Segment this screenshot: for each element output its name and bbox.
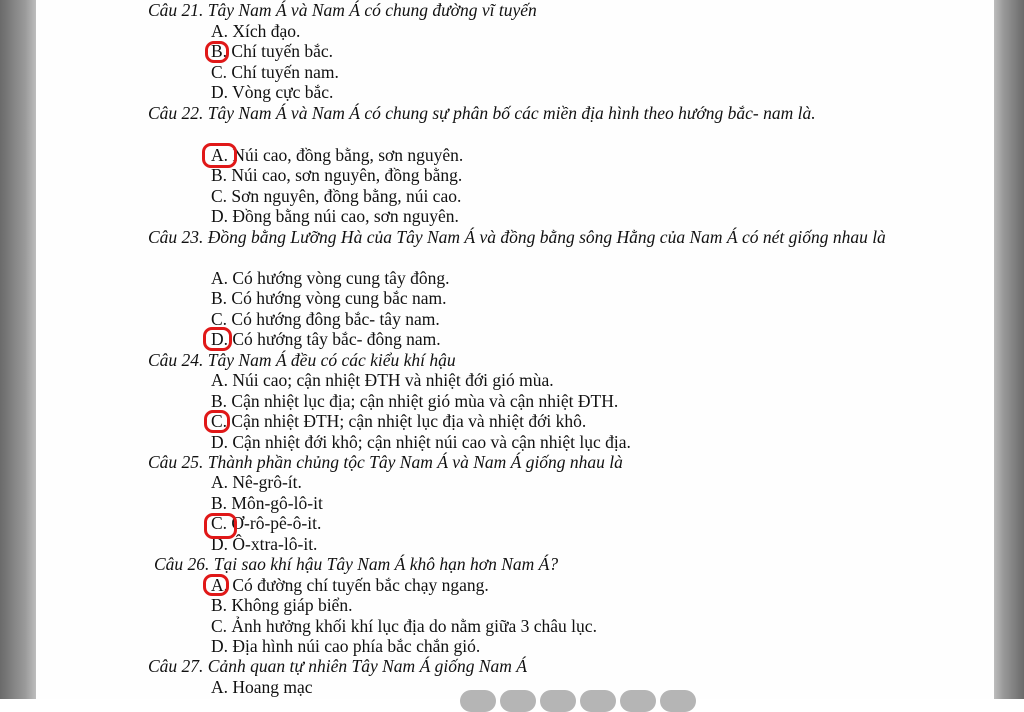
question-23: Câu 23. Đồng bằng Lưỡng Hà của Tây Nam Á và đồng bằng sông Hằng của Nam Á có nét giống nhau là — [148, 227, 886, 247]
answer-21-a: A. Xích đạo. — [211, 21, 301, 41]
answer-26-a: A. Có đường chí tuyến bắc chạy ngang. — [211, 575, 489, 595]
question-26: Câu 26. Tại sao khí hậu Tây Nam Á khô hạn hơn Nam Á? — [154, 554, 559, 574]
answer-25-d: D. Ô-xtra-lô-it. — [211, 534, 318, 554]
answer-24-b: B. Cận nhiệt lục địa; cận nhiệt gió mùa và cận nhiệt ĐTH. — [211, 391, 619, 411]
question-25: Câu 25. Thành phần chủng tộc Tây Nam Á và Nam Á giống nhau là — [148, 452, 623, 472]
answer-21-c: C. Chí tuyến nam. — [211, 62, 339, 82]
answer-26-b: B. Không giáp biển. — [211, 595, 353, 615]
viewer-right-margin — [994, 0, 1024, 699]
answer-22-d: D. Đồng bằng núi cao, sơn nguyên. — [211, 206, 459, 226]
answer-23-d: D. Có hướng tây bắc- đông nam. — [211, 329, 441, 349]
answer-25-c: C. Ơ-rô-pê-ô-it. — [211, 513, 322, 533]
answer-24-c: C. Cận nhiệt ĐTH; cận nhiệt lục địa và nhiệt đới khô. — [211, 411, 587, 431]
answer-23-c: C. Có hướng đông bắc- tây nam. — [211, 309, 440, 329]
page-dot[interactable] — [500, 690, 536, 712]
answer-26-c: C. Ảnh hưởng khối khí lục địa do nằm giữa 3 châu lục. — [211, 616, 597, 636]
answer-21-d: D. Vòng cực bắc. — [211, 82, 334, 102]
answer-23-b: B. Có hướng vòng cung bắc nam. — [211, 288, 447, 308]
page-dot[interactable] — [580, 690, 616, 712]
answer-22-b: B. Núi cao, sơn nguyên, đồng bằng. — [211, 165, 463, 185]
answer-24-a: A. Núi cao; cận nhiệt ĐTH và nhiệt đới gió mùa. — [211, 370, 554, 390]
question-24: Câu 24. Tây Nam Á đều có các kiểu khí hậu — [148, 350, 456, 370]
answer-22-a: A. Núi cao, đồng bằng, sơn nguyên. — [211, 145, 464, 165]
answer-23-a: A. Có hướng vòng cung tây đông. — [211, 268, 450, 288]
question-21: Câu 21. Tây Nam Á và Nam Á có chung đường vĩ tuyến — [148, 0, 537, 20]
page-dot[interactable] — [620, 690, 656, 712]
answer-24-d: D. Cận nhiệt đới khô; cận nhiệt núi cao và cận nhiệt lục địa. — [211, 432, 631, 452]
page-dot[interactable] — [460, 690, 496, 712]
viewer-left-margin — [0, 0, 36, 699]
answer-26-d: D. Địa hình núi cao phía bắc chắn gió. — [211, 636, 481, 656]
page-dot[interactable] — [540, 690, 576, 712]
page-dot[interactable] — [660, 690, 696, 712]
answer-25-b: B. Môn-gô-lô-it — [211, 493, 323, 513]
question-27: Câu 27. Cảnh quan tự nhiên Tây Nam Á giống Nam Á — [148, 656, 527, 676]
answer-25-a: A. Nê-grô-ít. — [211, 472, 302, 492]
answer-21-b: B. Chí tuyến bắc. — [211, 41, 333, 61]
answer-27-a: A. Hoang mạc — [211, 677, 313, 697]
question-22: Câu 22. Tây Nam Á và Nam Á có chung sự phân bố các miền địa hình theo hướng bắc- nam là. — [148, 103, 816, 123]
answer-22-c: C. Sơn nguyên, đồng bằng, núi cao. — [211, 186, 462, 206]
